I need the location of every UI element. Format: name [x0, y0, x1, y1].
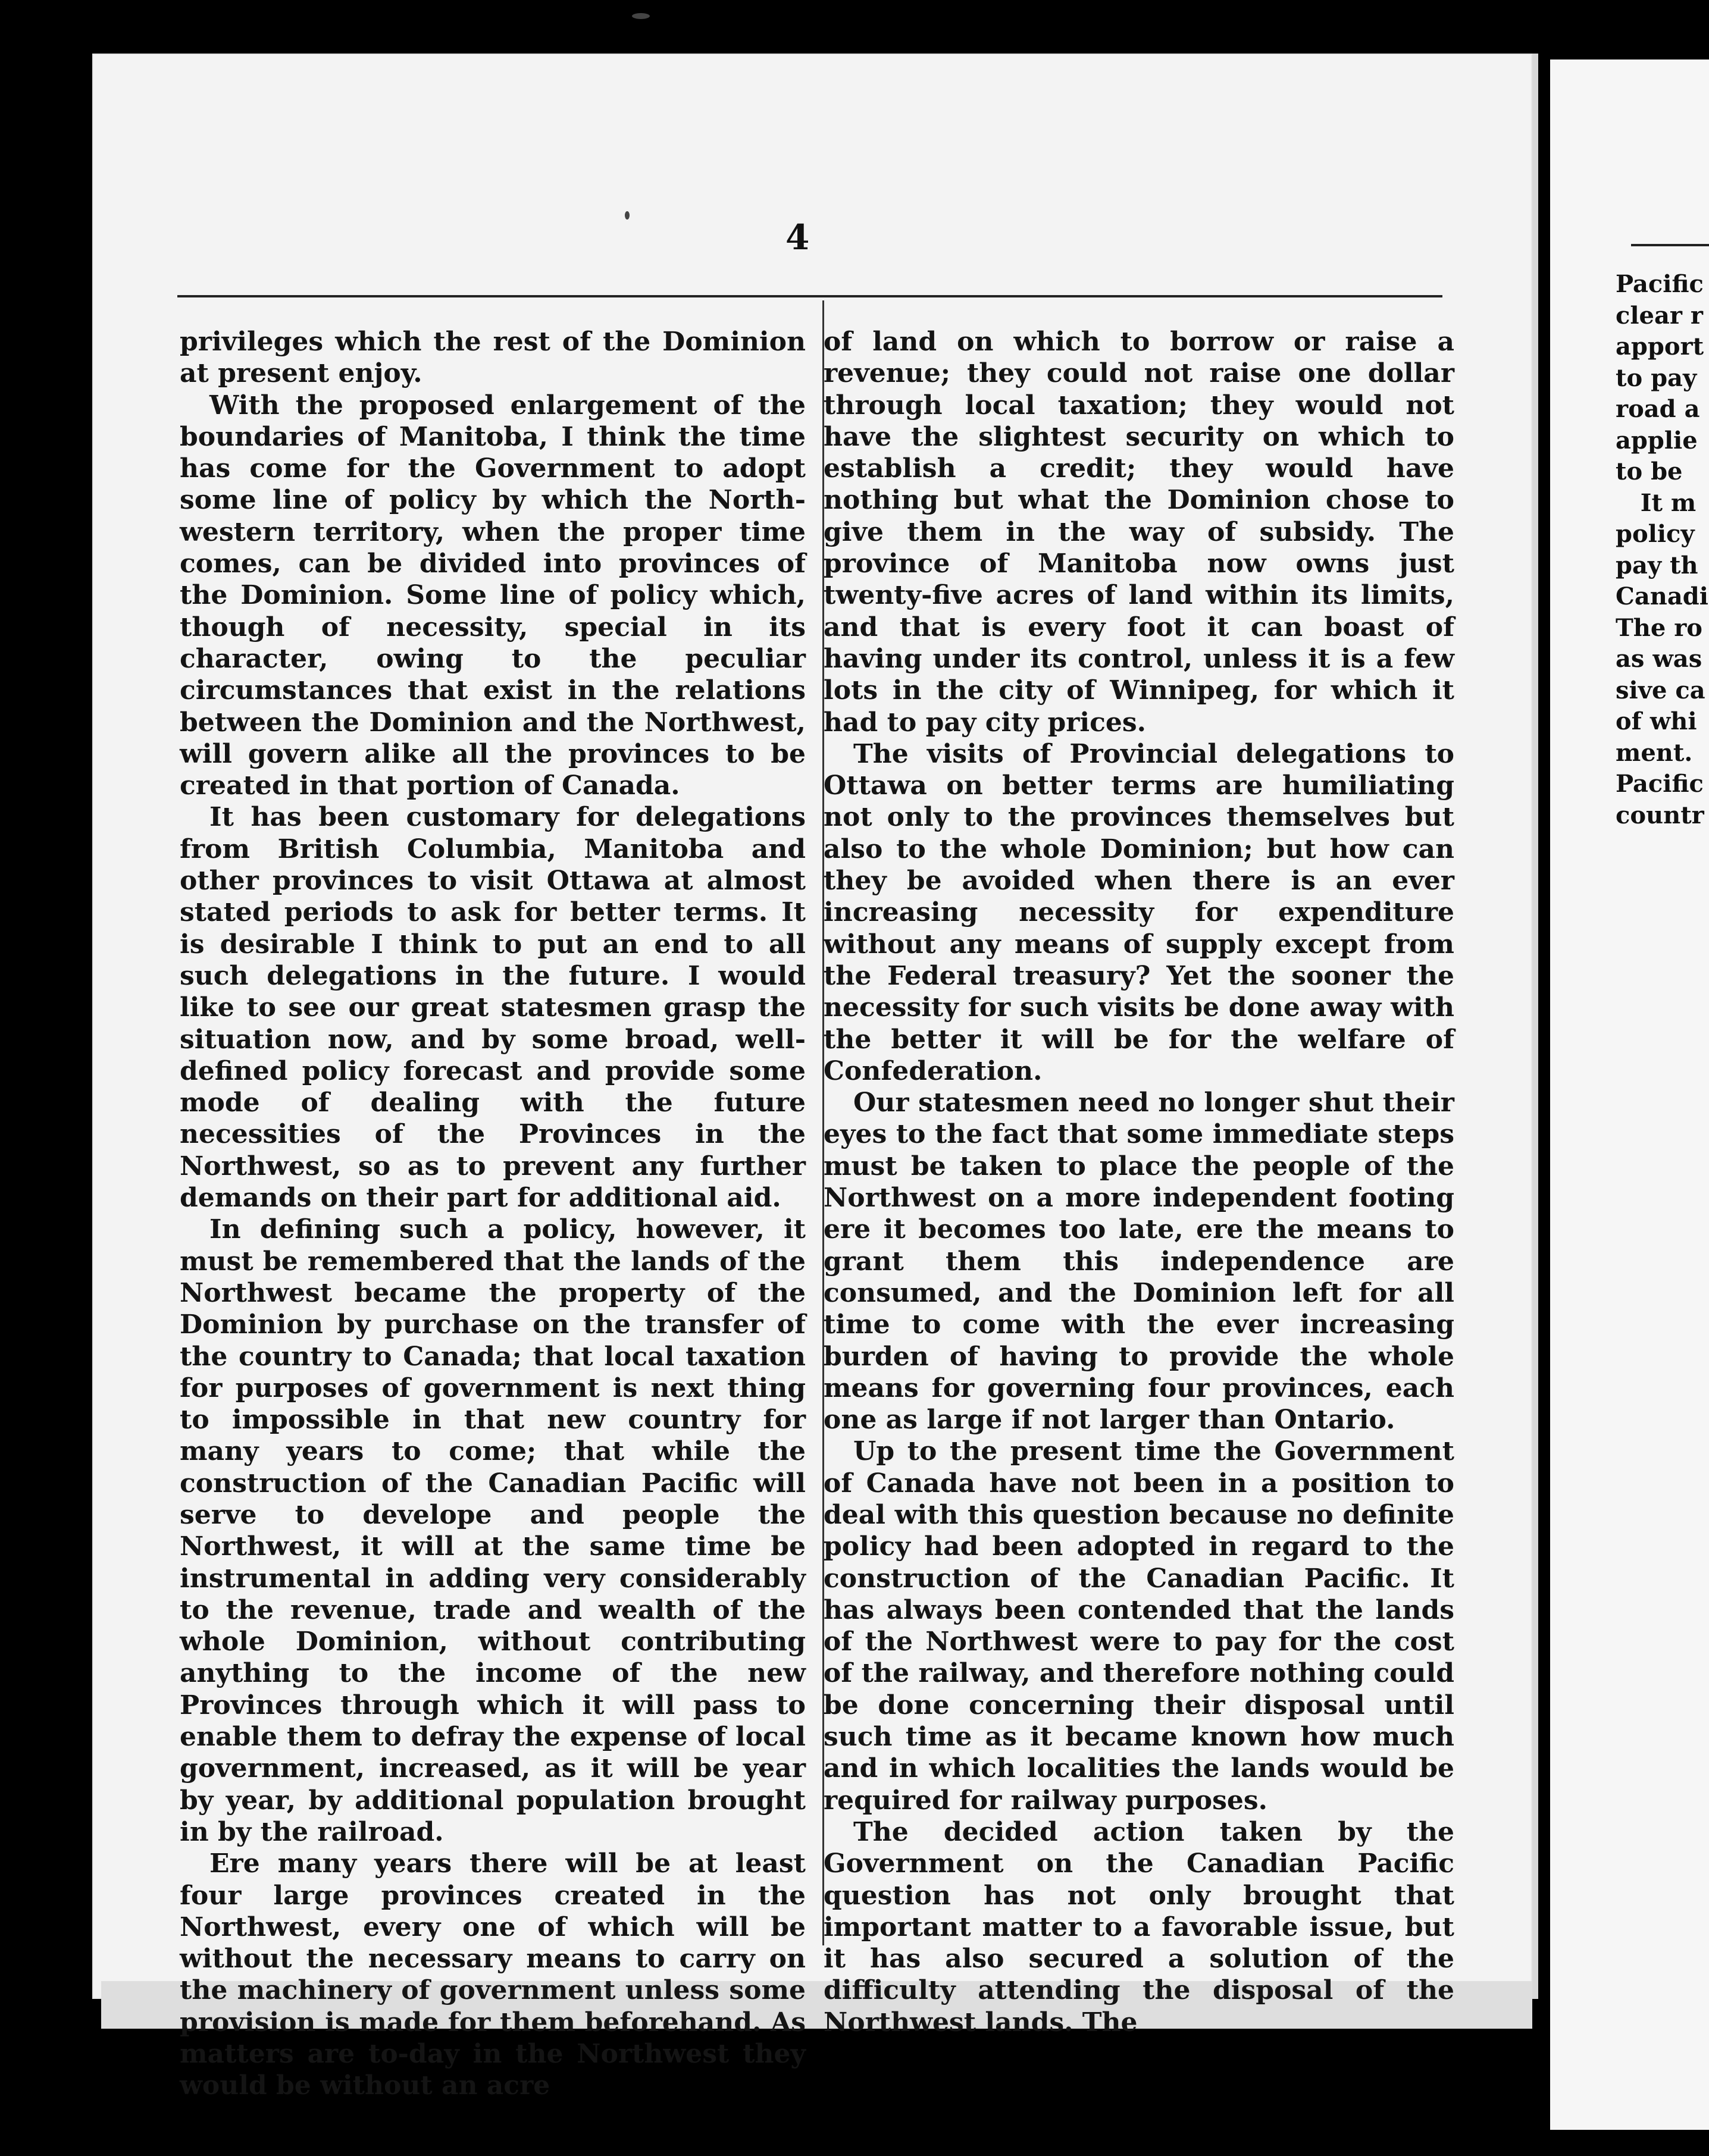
- header-rule: [177, 295, 1442, 297]
- paragraph: Our statesmen need no longer shut their eyes to the fact that some immediate steps must be taken to place the people of the Northwest on a more independent footing ere it becomes too late, ere the means to grant them this independence are consumed, and the Dominion left for all time to come with the ever increasing burden of having to provide the whole means for governing four provinces, each one as large if not larger than Ontario.: [824, 1088, 1454, 1436]
- right-column: [824, 326, 1454, 2038]
- next-page-text-fragment: Pacific clear r apport to pay road a applie to be It m policy pay th Canadi The ro as was sive ca of whi ment. Pacific countr: [1616, 270, 1708, 829]
- paragraph: It has been customary for delegations from British Columbia, Manitoba and other provinces to visit Ottawa at almost stated periods to ask for better terms. It is desirable I think to put an end to all such delegations in the future. I would like to see our great statesmen grasp the situation now, and by some broad, well-defined policy forecast and provide some mode of dealing with the future necessities of the Provinces in the Northwest, so as to prevent any further demands on their part for additional aid.: [180, 802, 806, 1214]
- next-page-header-rule: [1631, 244, 1709, 246]
- scan-speck: [625, 211, 630, 220]
- paragraph: In defining such a policy, however, it must be remembered that the lands of the Northwest became the property of the Dominion by purchase on the transfer of the country to Canada; that local taxation for purposes of government is next thing to impossible in that new country for many years to come; that while the construction of the Canadian Pacific will serve to develope and people the Northwest, it will at the same time be instrumental in adding very considerably to the revenue, trade and wealth of the whole Dominion, without contributing anything to the income of the new Provinces through which it will pass to enable them to defray the expense of local government, increased, as it will be year by year, by additional population brought in by the railroad.: [180, 1214, 806, 1847]
- paragraph: With the proposed enlargement of the boundaries of Manitoba, I think the time has come for the Government to adopt some line of policy by which the North-western territory, when the proper time comes, can be divided into provinces of the Dominion. Some line of policy which, though of necessity, special in its character, owing to the peculiar circumstances that exist in the relations between the Dominion and the Northwest, will govern alike all the provinces to be created in that portion of Canada.: [180, 390, 806, 801]
- paragraph: Up to the present time the Government of Canada have not been in a position to deal with this question because no definite policy had been adopted in regard to the construction of the Canadian Pacific. It has always been contended that the lands of the Northwest were to pay for the cost of the railway, and therefore nothing could be done concerning their disposal until such time as it became known how much and in which localities the lands would be required for railway purposes.: [824, 1436, 1454, 1816]
- paragraph: The visits of Provincial delegations to Ottawa on better terms are humiliating not only to the provinces themselves but also to the whole Dominion; but how can they be avoided when there is an ever increasing necessity for expenditure without any means of supply except from the Federal treasury? Yet the sooner the necessity for such visits be done away with the better it will be for the welfare of Confederation.: [824, 738, 1454, 1086]
- paragraph: privileges which the rest of the Dominion at present enjoy.: [180, 327, 806, 389]
- paragraph: The decided action taken by the Government on the Canadian Pacific question has not only brought that important matter to a favorable issue, but it has also secured a solution of the difficulty attending the disposal of the Northwest lands. The: [824, 1816, 1454, 2038]
- page-number: 4: [785, 217, 810, 258]
- paragraph: Ere many years there will be at least four large provinces created in the Northwest, every one of which will be without the necessary means to carry on the machinery of government unless some provision is made for them beforehand. As matters are to-day in the Northwest they would be without an acre: [180, 1848, 806, 2101]
- next-page-edge: [1550, 59, 1709, 2130]
- scan-speck: [632, 13, 650, 19]
- paragraph: of land on which to borrow or raise a revenue; they could not raise one dollar through local taxation; they would not have the slightest security on which to establish a credit; they would have nothing but what the Dominion chose to give them in the way of subsidy. The province of Manitoba now owns just twenty-five acres of land within its limits, and that is every foot it can boast of having under its control, unless it is a few lots in the city of Winnipeg, for which it had to pay city prices.: [824, 327, 1454, 738]
- left-column: [180, 326, 806, 2102]
